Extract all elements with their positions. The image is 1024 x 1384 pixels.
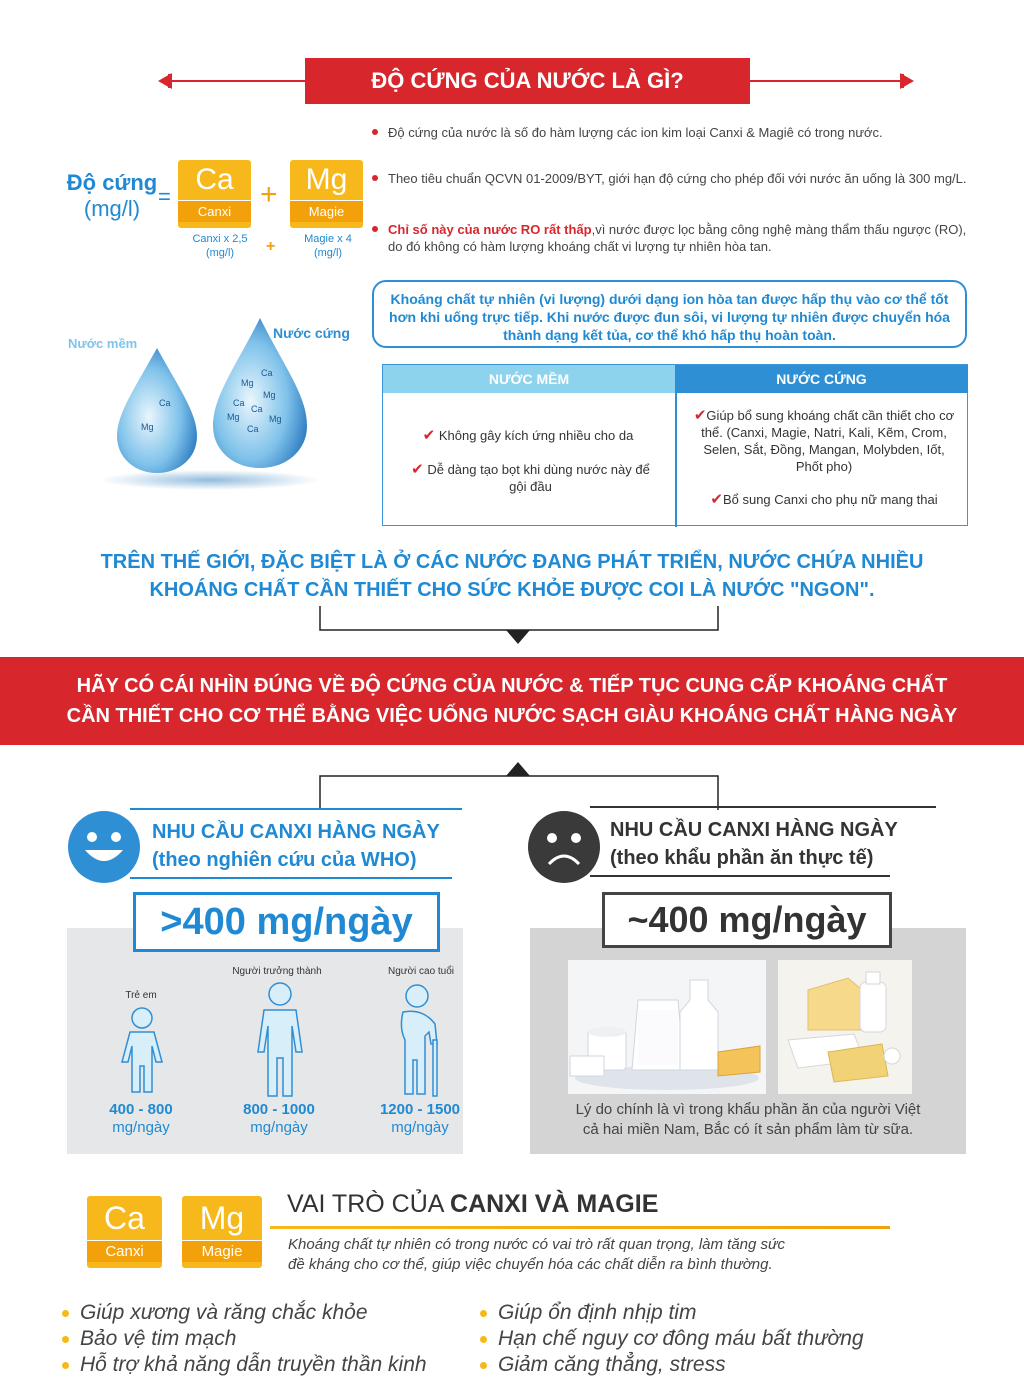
roles-list-left [62,1300,427,1378]
bullet-item [372,124,982,141]
bullet-text: Độ cứng của nước là số đo hàm lượng các ion kim loại Canxi & Magiê có trong nước. [388,125,883,140]
age-group-label: Người cao tuổi [387,966,455,977]
mineral-note: Khoáng chất tự nhiên (vi lượng) dưới dạng ion hòa tan được hấp thụ vào cơ thể tốt hơn khi uống trực tiếp. Khi nước được đun sôi, vi lượng tự nhiên được chuyển hóa thành dạng kết tủa, cơ thể khó hấp thụ hoàn toàn. [389,291,950,343]
check-icon: ✔ [422,427,436,444]
role-item: Hỗ trợ khả năng dẫn truyền thần kinh [62,1352,427,1378]
hard-drop [213,318,307,468]
calcium-chip-roles [87,1196,162,1268]
soft-item [393,427,663,444]
soft-item-text: Không gây kích ứng nhiều cho da [438,428,634,443]
soft-item [403,461,658,495]
adult-icon [250,980,310,1098]
svg-text:Ca: Ca [233,398,245,408]
plus-sign-small: + [266,238,276,255]
drop-mg: Mg [141,422,154,432]
check-icon: ✔ [411,461,424,478]
water-drops-illustration [95,318,325,498]
table-divider [675,393,677,527]
soft-drop [117,348,197,473]
bullet-highlight: Chỉ số này của nước RO rất thấp [388,222,592,237]
svg-text:Mg: Mg [227,412,240,422]
roles-description [288,1235,785,1275]
hard-item [689,407,959,475]
elderly-icon [393,980,453,1098]
roles-title-underline [270,1226,890,1229]
bracket-up-connector [318,760,722,810]
banner-line1: HÃY CÓ CÁI NHÌN ĐÚNG VỀ ĐỘ CỨNG CỦA NƯỚC & TIẾP TỤC CUNG CẤP KHOÁNG CHẤT [76,675,948,697]
header-line-right [750,80,910,82]
actual-title-line1: NHU CẦU CANXI HÀNG NGÀY [610,819,898,841]
bullet-text: Theo tiêu chuẩn QCVN 01-2009/BYT, giới hạn độ cứng cho phép đối với nước ăn uống là 300 mg/L. [388,171,967,186]
section-title-hardness: ĐỘ CỨNG CỦA NƯỚC LÀ GÌ? [305,58,750,104]
who-title-line2: (theo nghiên cứu của WHO) [152,849,417,871]
roles-title [287,1190,658,1219]
roles-title-bold: CANXI VÀ MAGIE [450,1190,659,1218]
sad-face-icon [527,810,601,884]
calcium-name: Canxi [87,1240,162,1262]
role-item: Hạn chế nguy cơ đông máu bất thường [480,1326,864,1352]
dairy-photo-cheese [778,960,912,1094]
role-item: Giảm căng thẳng, stress [480,1352,864,1378]
soft-vs-hard-table [382,364,968,526]
bullet-item [372,221,982,255]
actual-title [610,816,898,872]
role-item: Giúp xương và răng chắc khỏe [62,1300,427,1326]
actual-value: ~400 mg/ngày [602,892,892,948]
soft-water-header: NƯỚC MỀM [383,365,675,393]
check-icon: ✔ [693,407,707,424]
hard-water-label: Nước cứng [273,325,350,341]
who-title-line-bottom [130,877,452,879]
hard-item-text: Bổ sung Canxi cho phụ nữ mang thai [722,492,938,507]
calcium-factor-line1: Canxi x 2,5 [192,233,248,245]
calcium-symbol: Ca [104,1200,145,1236]
call-to-action-banner [0,657,1024,745]
hardness-bullets [372,124,982,141]
range-value: 400 - 800 [109,1101,173,1118]
drop-ca: Ca [159,398,171,408]
calcium-symbol: Ca [195,163,234,196]
magnesium-symbol: Mg [305,163,348,196]
plus-sign: + [260,178,278,211]
who-title-line1: NHU CẦU CANXI HÀNG NGÀY [152,821,440,843]
range-unit: mg/ngày [391,1119,449,1136]
equals-sign: = [158,184,171,209]
hard-item [689,491,959,508]
roles-list-right [480,1300,864,1378]
dairy-photo-milk [568,960,766,1094]
magnesium-factor-line1: Magie x 4 [304,233,352,245]
svg-text:Ca: Ca [247,424,259,434]
age-group-label: Người trưởng thành [232,966,322,977]
magnesium-factor-line2: (mg/l) [313,247,343,259]
magnesium-name: Magie [182,1240,262,1262]
who-title-line [130,808,462,810]
child-icon [112,1004,172,1096]
arrow-right-icon [890,73,914,89]
headline [0,548,1024,604]
check-icon: ✔ [710,491,723,508]
svg-text:Ca: Ca [261,368,273,378]
bullet-text: ,vì nước được lọc bằng công nghệ màng thẩm thấu ngược (RO), do đó không có hàm lượng khoáng chất vi lượng tự nhiên hòa tan. [388,222,967,254]
actual-title-line-bottom [590,875,890,877]
magnesium-factor [283,232,373,260]
magnesium-chip [290,160,363,228]
role-item: Giúp ổn định nhịp tim [480,1300,864,1326]
calcium-factor [175,232,265,260]
hardness-bullets-2 [372,170,982,187]
range-unit: mg/ngày [250,1119,308,1136]
calcium-factor-line2: (mg/l) [205,247,235,259]
headline-line2: KHOÁNG CHẤT CẦN THIẾT CHO SỨC KHỎE ĐƯỢC COI LÀ NƯỚC "NGON". [149,579,875,601]
hard-water-header: NƯỚC CỨNG [675,365,968,393]
bullet-item [372,170,982,187]
svg-text:Mg: Mg [269,414,282,424]
formula-label [62,170,162,222]
soft-item-text: Dễ dàng tạo bọt khi dùng nước này để gội đầu [427,462,650,494]
soft-water-label: Nước mềm [68,336,138,351]
magnesium-symbol: Mg [199,1200,245,1236]
actual-caption [530,1100,966,1140]
range-value: 1200 - 1500 [379,1101,461,1118]
roles-desc-line2: đề kháng cho cơ thể, giúp việc chuyển hóa các chất diễn ra bình thường. [288,1256,773,1273]
actual-title-line2: (theo khẩu phần ăn thực tế) [610,847,874,869]
actual-title-line [590,806,936,808]
svg-text:Ca: Ca [251,404,263,414]
happy-face-icon [67,810,141,884]
formula-label-line1: Độ cứng [66,170,158,195]
magnesium-chip-roles [182,1196,262,1268]
calcium-chip [178,160,251,228]
svg-text:Mg: Mg [263,390,276,400]
range-unit: mg/ngày [112,1119,170,1136]
mineral-note-box [372,280,967,348]
banner-line2: CẦN THIẾT CHO CƠ THỂ BẰNG VIỆC UỐNG NƯỚC SẠCH GIÀU KHOÁNG CHẤT HÀNG NGÀY [66,705,958,727]
svg-text:Mg: Mg [241,378,254,388]
headline-line1: TRÊN THẾ GIỚI, ĐẶC BIỆT LÀ Ở CÁC NƯỚC ĐANG PHÁT TRIỂN, NƯỚC CHỨA NHIỀU [100,551,924,573]
roles-desc-line1: Khoáng chất tự nhiên có trong nước có vai trò rất quan trọng, làm tăng sức [288,1236,786,1253]
who-title [152,818,440,874]
role-item: Bảo vệ tim mạch [62,1326,427,1352]
bracket-down-connector [318,606,722,646]
range-value: 800 - 1000 [243,1101,315,1118]
calcium-name: Canxi [178,200,251,222]
who-value: >400 mg/ngày [133,892,440,952]
roles-title-plain: VAI TRÒ CỦA [287,1190,451,1218]
actual-caption-line2: cả hai miền Nam, Bắc có ít sản phẩm làm từ sữa. [582,1121,914,1138]
hard-item-text: Giúp bổ sung khoáng chất cần thiết cho cơ thể. (Canxi, Magie, Natri, Kali, Kẽm, Crom, Selen, Sắt, Đồng, Mangan, Molybden, Iốt, Phốt pho) [701,408,955,474]
actual-caption-line1: Lý do chính là vì trong khẩu phần ăn của người Việt [575,1101,921,1118]
arrow-left-icon [158,73,182,89]
magnesium-name: Magie [290,200,363,222]
formula-label-line2: (mg/l) [83,196,141,221]
age-group-label: Trẻ em [125,990,157,1001]
hardness-bullets-3 [372,221,982,255]
